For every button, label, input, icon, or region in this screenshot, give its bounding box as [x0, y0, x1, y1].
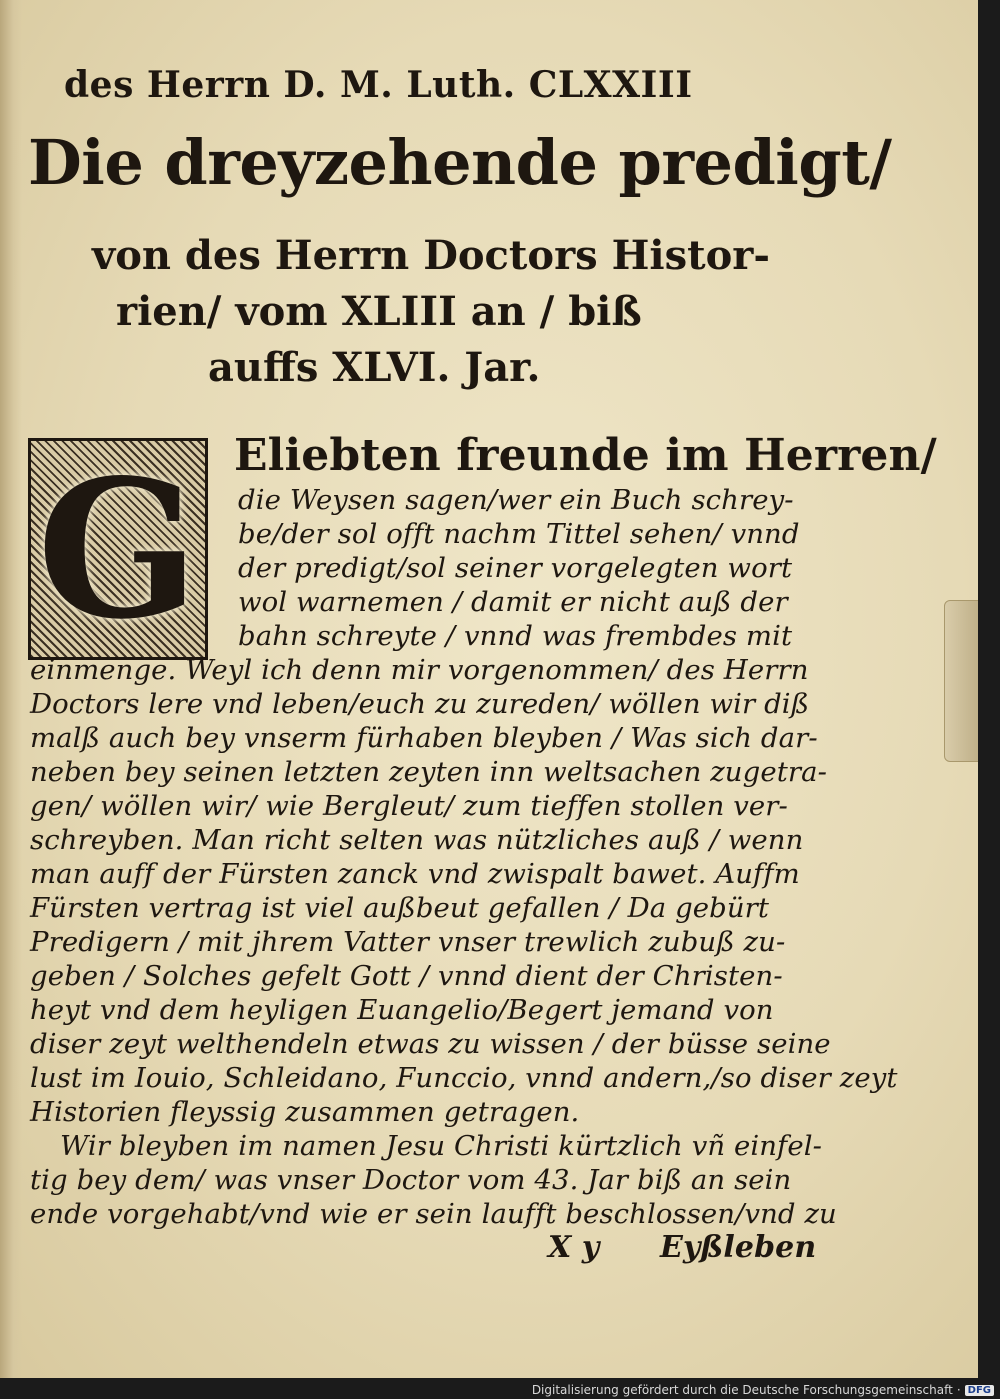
body-line: neben bey seinen letzten zeyten inn weltsachen zugetra- [30, 756, 827, 788]
body-line: die Weysen sagen/wer ein Buch schrey- [238, 484, 794, 516]
body-line: einmenge. Weyl ich denn mir vorgenommen/ des Herrn [30, 654, 809, 686]
catchword: Eyßleben [660, 1230, 817, 1265]
subtitle-line-1: von des Herrn Doctors Histor- [92, 232, 770, 279]
page-edge-tab [944, 600, 978, 762]
lead-line: Eliebten freunde im Herren/ [234, 430, 937, 481]
body-line: Historien fleyssig zusammen getragen. [30, 1096, 580, 1128]
body-line: Fürsten vertrag ist viel außbeut gefallen / Da gebürt [30, 892, 770, 924]
body-line: wol warnemen / damit er nicht auß der [238, 586, 788, 618]
page-gutter-shadow [0, 0, 22, 1378]
body-line: ende vorgehabt/vnd wie er sein laufft beschlossen/vnd zu [30, 1198, 837, 1230]
body-line: Doctors lere vnd leben/euch zu zureden/ wöllen wir diß [30, 688, 810, 720]
body-line: man auff der Fürsten zanck vnd zwispalt bawet. Auffm [30, 858, 800, 890]
body-line: der predigt/sol seiner vorgelegten wort [238, 552, 793, 584]
running-head: des Herrn D. M. Luth. CLXXIII [64, 64, 693, 106]
subtitle-line-3: auffs XLVI. Jar. [208, 344, 541, 391]
body-line: diser zeyt welthendeln etwas zu wissen / der büsse seine [30, 1028, 831, 1060]
scan-background [978, 0, 1000, 1378]
subtitle-line-2: rien/ vom XLIII an / biß [116, 288, 642, 335]
body-line: Predigern / mit jhrem Vatter vnser trewlich zubuß zu- [30, 926, 786, 958]
dfg-logo: DFG [965, 1385, 994, 1396]
body-line: geben / Solches gefelt Gott / vnnd dient der Christen- [30, 960, 783, 992]
funding-credit: Digitalisierung gefördert durch die Deutsche Forschungsgemeinschaft [531, 1383, 953, 1397]
body-line: Wir bleyben im namen Jesu Christi kürtzlich vñ einfel- [60, 1130, 822, 1162]
signature-mark: X y [548, 1230, 600, 1265]
body-line: bahn schreyte / vnnd was frembdes mit [238, 620, 793, 652]
body-line: malß auch bey vnserm fürhaben bleyben / Was sich dar- [30, 722, 818, 754]
scan-footer [532, 1383, 994, 1397]
decorated-initial [28, 438, 208, 660]
body-line: schreyben. Man richt selten was nützliches auß / wenn [30, 824, 804, 856]
sermon-title: Die dreyzehende predigt/ [28, 126, 892, 199]
separator-dot: · [956, 1383, 961, 1397]
body-line: tig bey dem/ was vnser Doctor vom 43. Jar biß an sein [30, 1164, 792, 1196]
initial-letter: G [36, 437, 200, 661]
body-line: gen/ wöllen wir/ wie Bergleut/ zum tieffen stollen ver- [30, 790, 788, 822]
body-line: be/der sol offt nachm Tittel sehen/ vnnd [238, 518, 800, 550]
body-line: lust im Iouio, Schleidano, Funccio, vnnd andern,/so diser zeyt [30, 1062, 898, 1094]
body-line: heyt vnd dem heyligen Euangelio/Begert jemand von [30, 994, 774, 1026]
